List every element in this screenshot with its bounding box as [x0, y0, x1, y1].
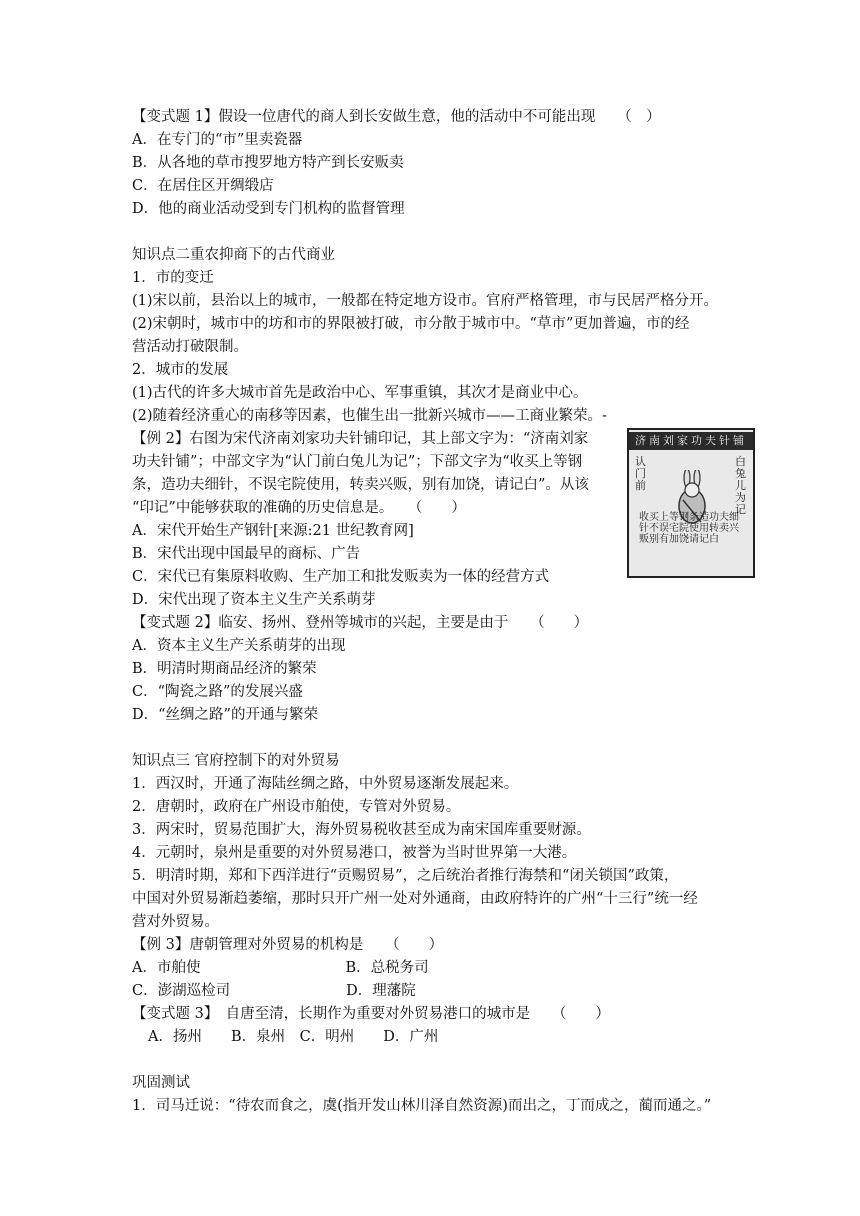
text-line: C．澎湖巡检司 D．理藩院 — [132, 983, 416, 999]
text-line: A．在专门的“市”里卖瓷器 — [132, 132, 303, 148]
text-line: B．从各地的草市搜罗地方特产到长安贩卖 — [132, 155, 404, 171]
text-line: 功夫针铺”；中部文字为“认门前白兔儿为记”；下部文字为“收买上等钢 — [132, 454, 583, 470]
text-line: D．他的商业活动受到专门机构的监督管理 — [132, 201, 405, 217]
text-line: 【变式题 2】临安、扬州、登州等城市的兴起，主要是由于 （ ） — [132, 615, 589, 631]
text-line: (2)随着经济重心的南移等因素，也催生出一批新兴城市——工商业繁荣。- — [132, 408, 607, 424]
text-line: (1)古代的许多大城市首先是政治中心、军事重镇，其次才是商业中心。 — [132, 385, 588, 401]
text-line: 知识点二重农抑商下的古代商业 — [132, 247, 335, 263]
text-line: D．宋代出现了资本主义生产关系萌芽 — [132, 592, 376, 608]
text-line: (2)宋朝时，城市中的坊和市的界限被打破，市分散于城市中。“草市”更加普遍，市的经 — [132, 316, 690, 332]
text-line: 巩固测试 — [132, 1075, 190, 1091]
text-line: 【变式题 1】假设一位唐代的商人到长安做生意，他的活动中不可能出现 （ ） — [132, 109, 661, 125]
text-line: 【例 3】唐朝管理对外贸易的机构是 （ ） — [132, 937, 444, 953]
text-line: 1．市的变迁 — [132, 270, 214, 286]
text-line: 1．司马迁说：“待农而食之，虞(指开发山林川泽自然资源)而出之，丁而成之，蔺而通之。” — [132, 1098, 712, 1114]
text-line: “印记”中能够获取的准确的历史信息是。 （ ） — [132, 500, 466, 516]
text-line: 条，造功夫细针，不误宅院使用，转卖兴贩，别有加饶，请记白”。从该 — [132, 477, 589, 493]
text-line: 【变式题 3】 自唐至清，长期作为重要对外贸易港口的城市是 （ ） — [132, 1006, 610, 1022]
seal-bottom-text: 收买上等钢条造功夫细针不误宅院使用转卖兴贩别有加饶请记白 — [639, 512, 739, 545]
text-line: 2．城市的发展 — [132, 362, 229, 378]
text-line: 知识点三 官府控制下的对外贸易 — [132, 753, 340, 769]
text-line: 中国对外贸易渐趋萎缩，那时只开广州一处对外通商，由政府特许的广州“十三行”统一经 — [132, 891, 698, 907]
text-line: C．在居住区开绸缎店 — [132, 178, 274, 194]
text-line: D．“丝绸之路”的开通与繁荣 — [132, 707, 318, 723]
seal-left-text: 认门前 — [635, 455, 646, 492]
text-line: 5．明清时期，郑和下西洋进行“贡赐贸易”，之后统治者推行海禁和“闭关锁国”政策， — [132, 868, 679, 884]
text-line: 营对外贸易。 — [132, 914, 219, 930]
text-line: 1．西汉时，开通了海陆丝绸之路，中外贸易逐渐发展起来。 — [132, 776, 519, 792]
text-line: C．“陶瓷之路”的发展兴盛 — [132, 684, 303, 700]
text-line: A．宋代开始生产钢针[来源:21 世纪教育网] — [132, 523, 414, 539]
seal-right-text: 白兔儿为记 — [735, 455, 746, 516]
needle-shop-seal-image — [627, 428, 755, 578]
seal-top-text: 济南刘家功夫针铺 — [629, 432, 753, 450]
text-line: 【例 2】右图为宋代济南刘家功夫针铺印记，其上部文字为：“济南刘家 — [132, 431, 589, 447]
text-line: A．资本主义生产关系萌芽的出现 — [132, 638, 346, 654]
text-line: 3．两宋时，贸易范围扩大，海外贸易税收甚至成为南宋国库重要财源。 — [132, 822, 591, 838]
text-line: C．宋代已有集原料收购、生产加工和批发贩卖为一体的经营方式 — [132, 569, 550, 585]
text-line: A．市舶使 B．总税务司 — [132, 960, 429, 976]
text-line: (1)宋以前，县治以上的城市，一般都在特定地方设市。官府严格管理，市与民居严格分开。 — [132, 293, 719, 309]
text-line: 营活动打破限制。 — [132, 339, 248, 355]
text-line: B．明清时期商品经济的繁荣 — [132, 661, 317, 677]
text-line: 2．唐朝时，政府在广州设市舶使，专管对外贸易。 — [132, 799, 461, 815]
text-line: 4．元朝时，泉州是重要的对外贸易港口，被誉为当时世界第一大港。 — [132, 845, 577, 861]
text-line: A．扬州 B．泉州 C．明州 D．广州 — [148, 1029, 439, 1045]
text-line: B．宋代出现中国最早的商标、广告 — [132, 546, 361, 562]
